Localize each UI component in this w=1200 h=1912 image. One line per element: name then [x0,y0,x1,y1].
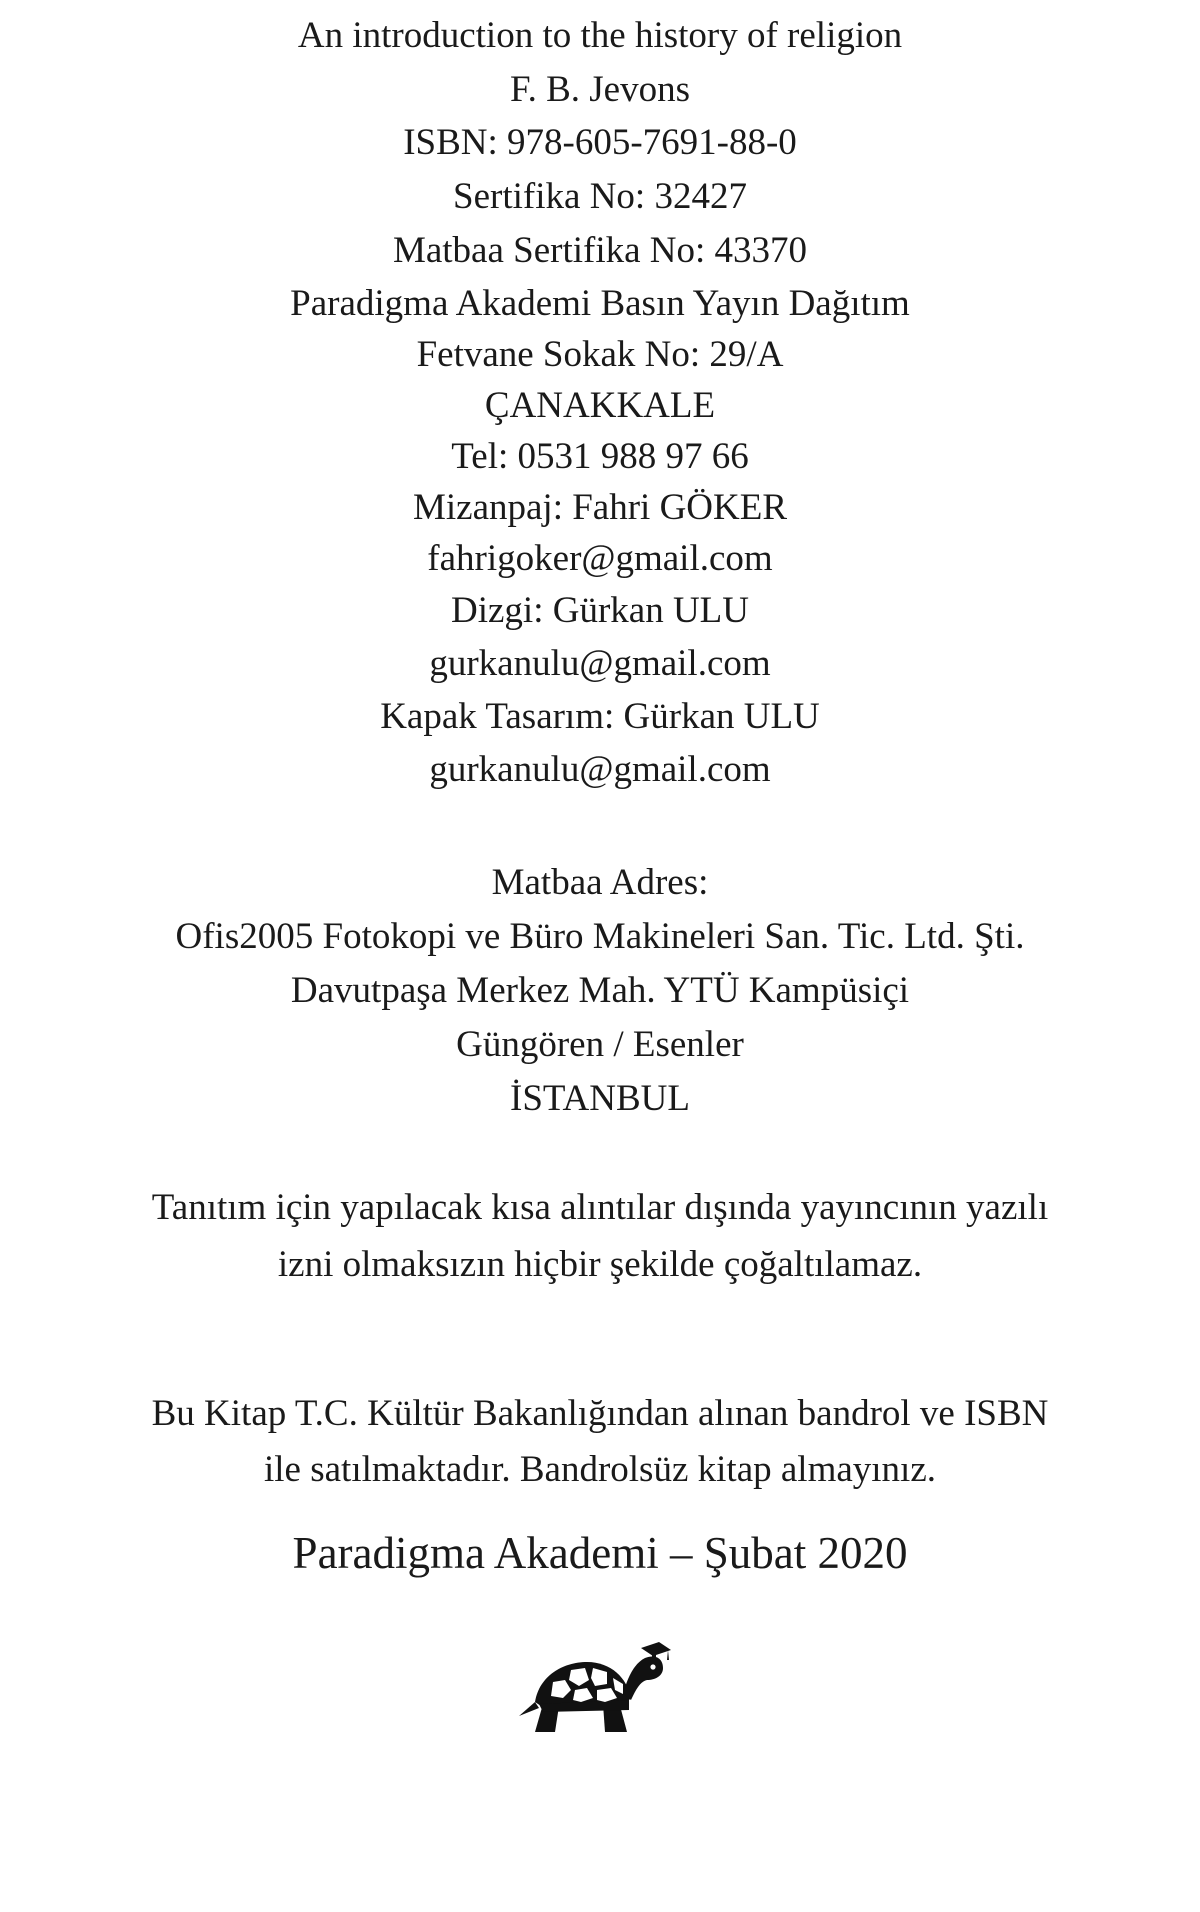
publisher-phone: Tel: 0531 988 97 66 [451,436,749,477]
notice-line-1: Tanıtım için yapılacak kısa alıntılar dışında yayıncının yazılı [151,1187,1049,1228]
cover-design-email: gurkanulu@gmail.com [429,749,771,790]
author: F. B. Jevons [509,69,690,110]
bandrol-line-2: ile satılmaktadır. Bandrolsüz kitap almayınız. [264,1449,936,1490]
certificate-number: Sertifika No: 32427 [453,176,747,217]
layout-email: fahrigoker@gmail.com [427,538,773,579]
bandrol-line-1: Bu Kitap T.C. Kültür Bakanlığından alınan bandrol ve ISBN [151,1393,1049,1434]
printer-city: İSTANBUL [510,1078,690,1119]
typesetting-credit: Dizgi: Gürkan ULU [451,590,749,631]
book-title: An introduction to the history of religion [297,15,903,56]
publisher-name: Paradigma Akademi Basın Yayın Dağıtım [290,283,910,324]
printer-address-line2: Güngören / Esenler [456,1024,744,1065]
isbn: ISBN: 978-605-7691-88-0 [403,122,797,163]
publisher-city: ÇANAKKALE [484,385,716,426]
publisher-street: Fetvane Sokak No: 29/A [416,334,784,375]
cover-design-credit: Kapak Tasarım: Gürkan ULU [380,696,820,737]
typesetting-email: gurkanulu@gmail.com [429,643,771,684]
printer-heading: Matbaa Adres: [491,862,709,903]
printer-company: Ofis2005 Fotokopi ve Büro Makineleri San. Tic. Ltd. Şti. [175,916,1025,957]
edition-line: Paradigma Akademi – Şubat 2020 [292,1528,908,1578]
printer-address-line1: Davutpaşa Merkez Mah. YTÜ Kampüsiçi [290,970,910,1011]
printing-certificate-number: Matbaa Sertifika No: 43370 [392,230,808,271]
turtle-with-graduation-cap-icon [513,1640,673,1736]
notice-line-2: izni olmaksızın hiçbir şekilde çoğaltılamaz. [277,1244,923,1285]
layout-credit: Mizanpaj: Fahri GÖKER [412,487,788,528]
